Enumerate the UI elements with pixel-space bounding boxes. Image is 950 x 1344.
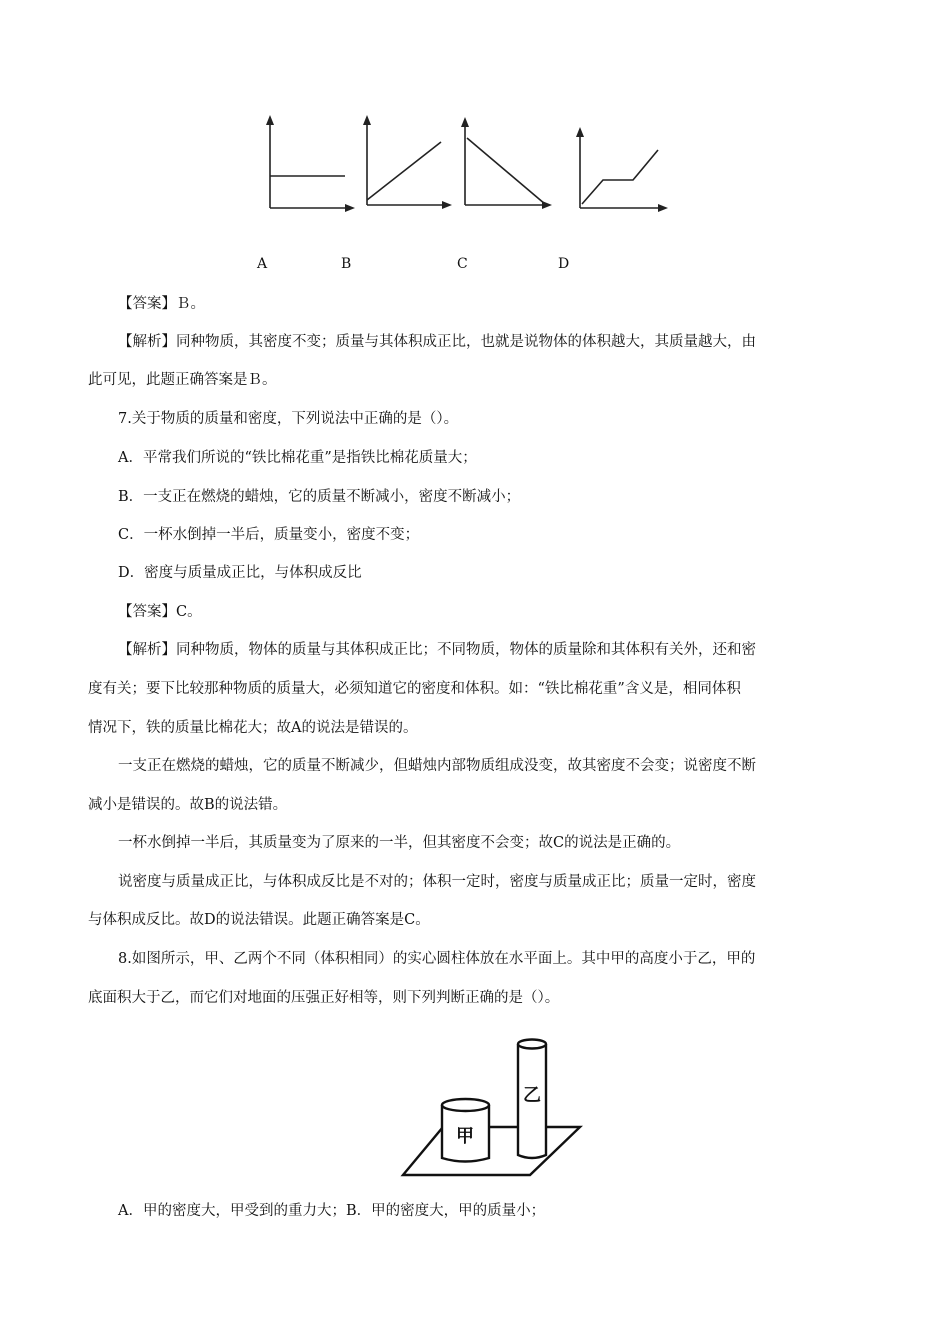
graph-b	[363, 115, 452, 209]
question-8-options-line: A．甲的密度大，甲受到的重力大；B．甲的密度大，甲的质量小；	[118, 1203, 546, 1219]
question-7-option-b: B．一支正在燃烧的蜡烛，它的质量不断减小，密度不断减小；	[118, 489, 521, 505]
graphs-figure	[255, 110, 685, 220]
question-8-stem-line-1: 8.如图所示，甲、乙两个不同（体积相同）的实心圆柱体放在水平面上。其中甲的高度小于乙，甲的	[118, 951, 756, 967]
question-8-stem-line-2: 底面积大于乙，而它们对地面的压强正好相等，则下列判断正确的是（）。	[88, 990, 560, 1006]
graph-label-a: A	[257, 256, 268, 272]
graph-a	[266, 115, 355, 212]
analysis-7-line-5: 减小是错误的。故B的说法错。	[88, 797, 288, 813]
analysis-7-line-7: 说密度与质量成正比，与体积成反比是不对的；体积一定时，密度与质量成正比；质量一定时，密度	[118, 874, 756, 890]
analysis-6-line-2: 此可见，此题正确答案是Ｂ。	[88, 372, 277, 388]
analysis-7-line-2: 度有关；要下比较那种物质的质量大，必须知道它的密度和体积。如：“铁比棉花重”含义是，相同体积	[88, 681, 741, 697]
question-7-stem: 7.关于物质的质量和密度，下列说法中正确的是（）。	[118, 411, 459, 427]
analysis-7-line-4: 一支正在燃烧的蜡烛，它的质量不断减少，但蜡烛内部物质组成没变，故其密度不会变；说密度不断	[118, 758, 756, 774]
ground-plane	[403, 1127, 580, 1175]
graph-label-b: B	[341, 256, 352, 272]
graph-c	[461, 117, 552, 209]
graph-label-d: D	[558, 256, 570, 272]
analysis-7-line-8: 与体积成反比。故D的说法错误。此题正确答案是C。	[88, 912, 430, 928]
analysis-7-line-3: 情况下，铁的质量比棉花大；故A的说法是错误的。	[88, 720, 418, 736]
question-7-option-c: C．一杯水倒掉一半后，质量变小，密度不变；	[118, 527, 420, 543]
graph-d	[576, 127, 668, 212]
question-7-option-d: D．密度与质量成正比，与体积成反比	[118, 565, 362, 581]
analysis-7-line-1: 【解析】同种物质，物体的质量与其体积成正比；不同物质，物体的质量除和其体积有关外，还和密	[118, 642, 756, 658]
graph-label-c: C	[457, 256, 468, 272]
analysis-6-line-1: 【解析】同种物质，其密度不变；质量与其体积成正比，也就是说物体的体积越大，其质量越大，由	[118, 334, 756, 350]
label-jia: 甲	[456, 1126, 474, 1147]
analysis-7-line-6: 一杯水倒掉一半后，其质量变为了原来的一半，但其密度不会变；故C的说法是正确的。	[118, 835, 681, 851]
graph-labels	[0, 256, 950, 276]
label-yi: 乙	[523, 1085, 541, 1106]
question-7-option-a: A．平常我们所说的“铁比棉花重”是指铁比棉花质量大；	[118, 450, 477, 466]
answer-7: 【答案】C。	[118, 604, 202, 620]
cylinders-figure	[395, 1035, 585, 1185]
answer-6: 【答案】Ｂ。	[118, 296, 205, 312]
